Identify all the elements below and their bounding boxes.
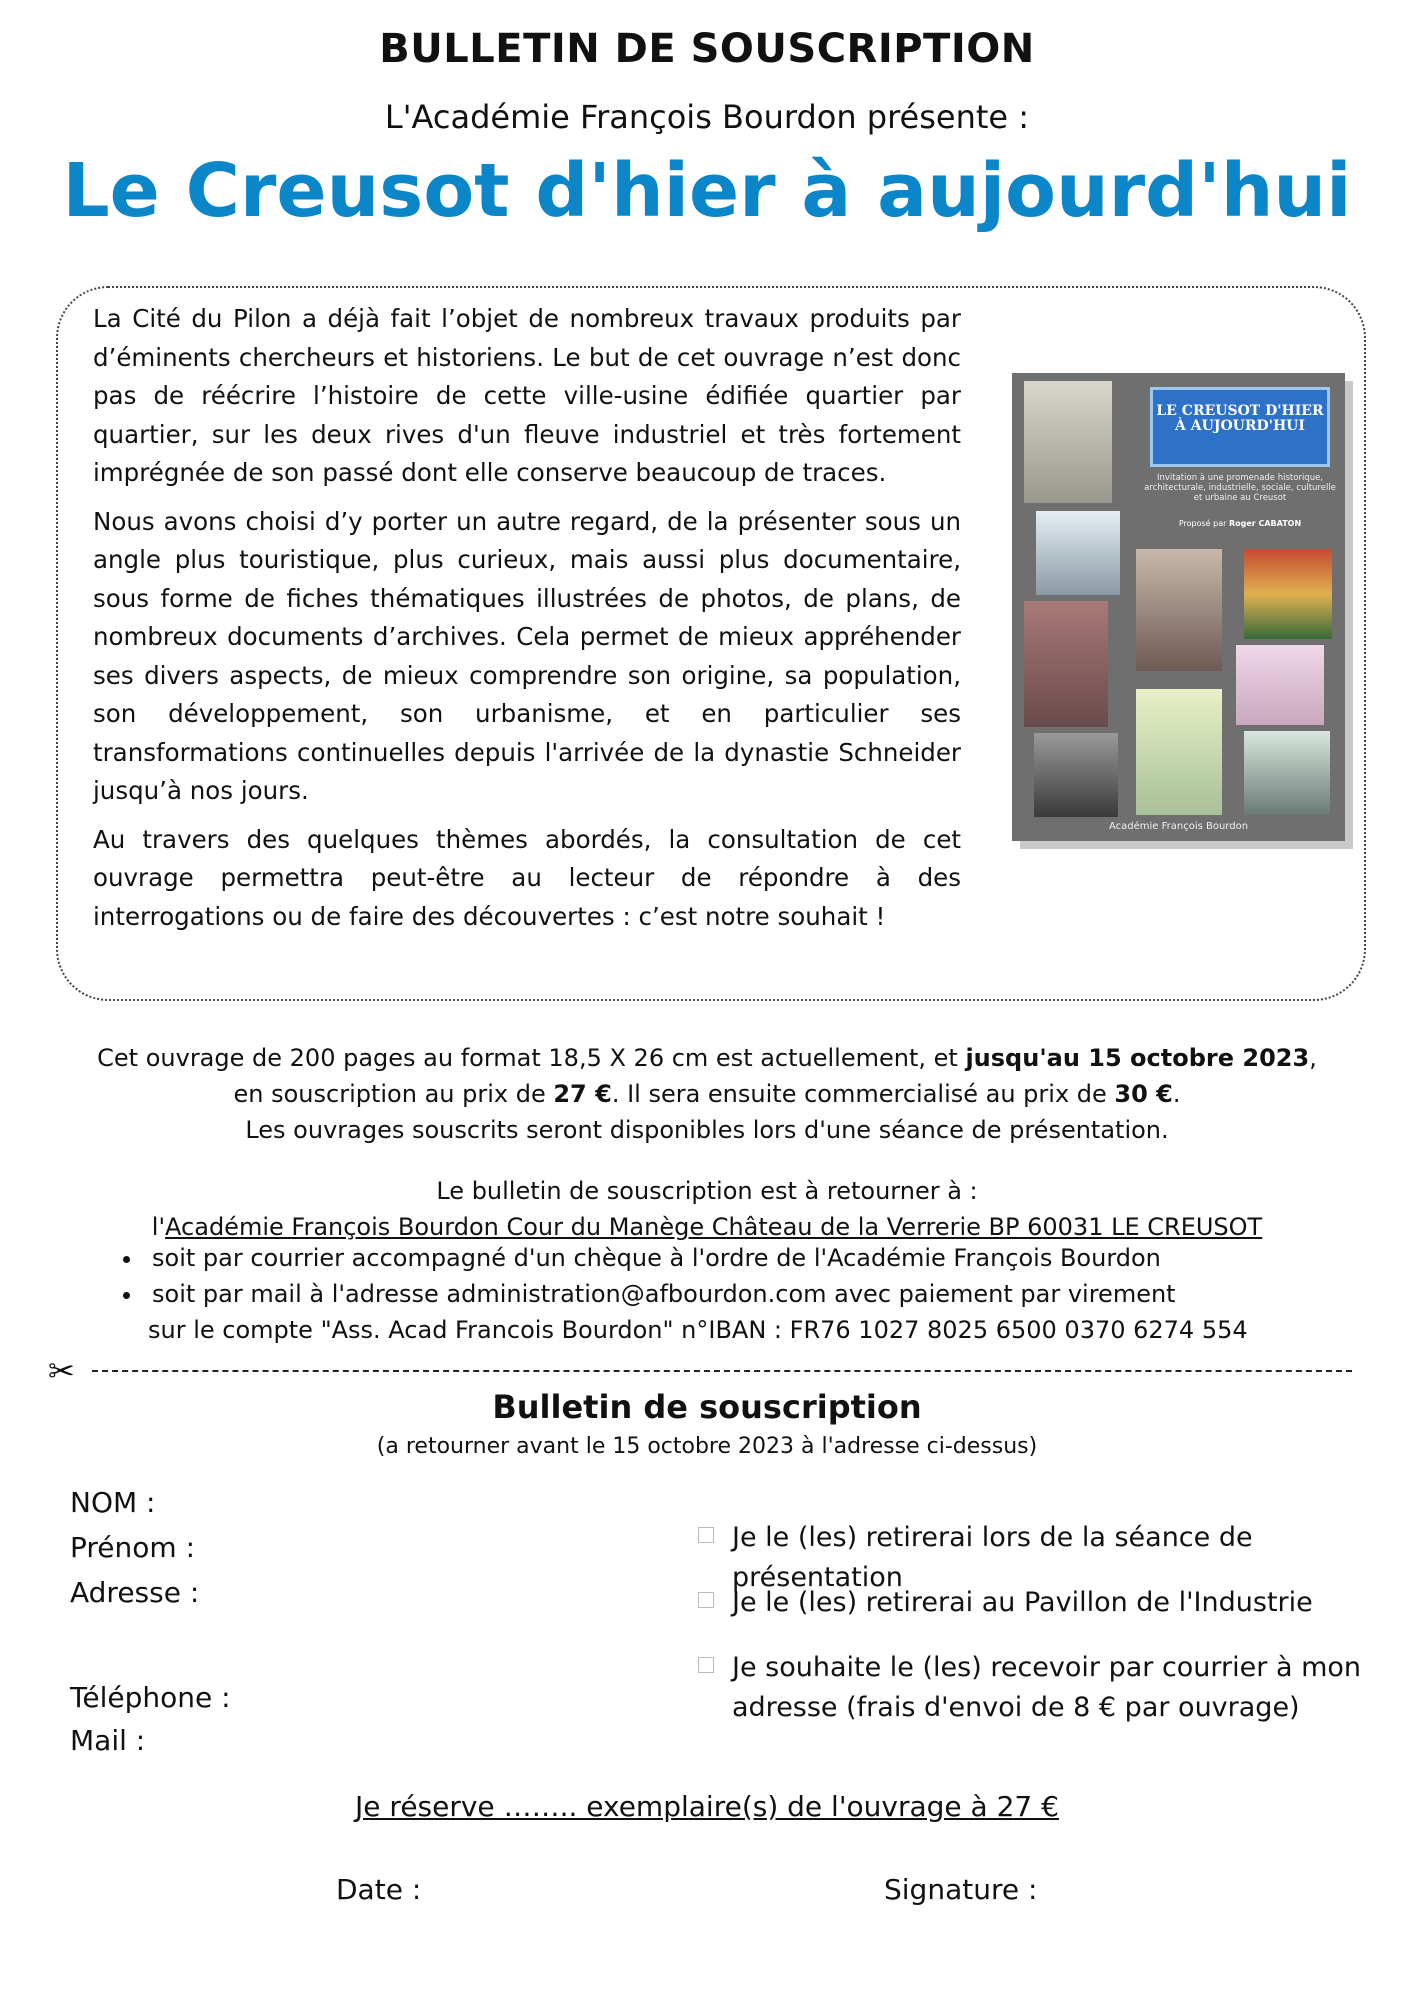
return-method-mail: • soit par courrier accompagné d'un chèque à l'ordre de l'Académie François Bourdon xyxy=(144,1240,1344,1276)
cover-publisher: Académie François Bourdon xyxy=(1108,821,1249,832)
option-label: Je le (les) retirerai lors de la séance de présentation xyxy=(732,1522,1253,1593)
description-text xyxy=(93,300,961,946)
checkbox[interactable] xyxy=(698,1657,714,1673)
return-methods xyxy=(110,1240,1344,1312)
cover-photo-pavilion xyxy=(1236,645,1324,725)
cover-photo-aerial xyxy=(1244,731,1330,815)
presenter-line: L'Académie François Bourdon présente : xyxy=(384,98,1030,136)
description-paragraph: Nous avons choisi d’y porter un autre regard, de la présenter sous un angle plus touristique, plus curieux, mais aussi plus documentaire, sous forme de fiches thématiques illustrées de photos, de plans, de nombreux documents d’archives. Cela permet de mieux appréhender ses divers aspects, de mieux comprendre son origine, sa population, son développement, son urbanisme, et en particulier ses transformations continuelles depuis l'arrivée de la dynastie Schneider jusqu’à nos jours. xyxy=(93,506,961,805)
adresse-field[interactable]: Adresse : xyxy=(70,1576,200,1609)
cover-photo-forge xyxy=(1136,549,1222,671)
return-intro: Le bulletin de souscription est à retourner à : xyxy=(436,1177,978,1205)
reservation-line[interactable]: Je réserve …….. exemplaire(s) de l'ouvrage à 27 € xyxy=(355,1790,1059,1823)
price-text: , xyxy=(1309,1044,1317,1072)
book-title: Le Creusot d'hier à aujourd'hui xyxy=(62,148,1352,234)
price-line-2 xyxy=(0,1076,1414,1112)
telephone-field[interactable]: Téléphone : xyxy=(70,1681,231,1714)
checkbox[interactable] xyxy=(698,1527,714,1543)
form-subtitle: (a retourner avant le 15 octobre 2023 à l'adresse ci-dessus) xyxy=(376,1434,1038,1459)
signature-field[interactable]: Signature : xyxy=(884,1873,1038,1906)
prenom-field[interactable]: Prénom : xyxy=(70,1531,196,1564)
subscription-price: 27 € xyxy=(553,1080,612,1108)
price-text: . Il sera ensuite commercialisé au prix de xyxy=(611,1080,1115,1108)
option-label: Je le (les) retirerai au Pavillon de l'Industrie xyxy=(732,1587,1313,1618)
cover-photo-workshop xyxy=(1024,601,1108,727)
date-field[interactable]: Date : xyxy=(336,1873,422,1906)
book-cover-image xyxy=(1012,373,1345,841)
return-info xyxy=(0,1173,1414,1245)
price-text: Cet ouvrage de 200 pages au format 18,5 X 26 cm est actuellement, et xyxy=(97,1044,966,1072)
option-pavillon[interactable] xyxy=(698,1583,1398,1623)
deadline: jusqu'au 15 octobre 2023 xyxy=(965,1044,1310,1072)
option-label: Je souhaite le (les) recevoir par courrier à mon adresse (frais d'envoi de 8 € par ouvrage) xyxy=(732,1652,1362,1723)
document-title: BULLETIN DE SOUSCRIPTION xyxy=(379,26,1035,72)
price-text: en souscription au prix de xyxy=(233,1080,554,1108)
form-title: Bulletin de souscription xyxy=(492,1388,922,1426)
cover-photo-street xyxy=(1136,689,1222,815)
iban-line: sur le compte "Ass. Acad Francois Bourdon" n°IBAN : FR76 1027 8025 6500 0370 6274 554 xyxy=(148,1316,1248,1344)
price-line-3: Les ouvrages souscrits seront disponibles lors d'une séance de présentation. xyxy=(245,1116,1169,1144)
price-text: . xyxy=(1172,1080,1181,1108)
cut-line xyxy=(92,1370,1352,1372)
cover-photo-building xyxy=(1036,511,1120,595)
checkbox[interactable] xyxy=(698,1592,714,1608)
cover-author-line xyxy=(1142,519,1338,528)
description-paragraph: La Cité du Pilon a déjà fait l’objet de nombreux travaux produits par d’éminents chercheurs et historiens. Le but de cet ouvrage n’est donc pas de réécrire l’histoire de cette ville-usine édifiée quartier par quartier, sur les deux rives d'un fleuve industriel et très fortement imprégnée de son passé dont elle conserve beaucoup de traces. xyxy=(93,304,961,487)
cover-photo-stained-glass xyxy=(1244,549,1332,639)
cover-subtitle: Invitation à une promenade historique, architecturale, industrielle, sociale, culturelle et urbaine au Creusot xyxy=(1144,473,1336,503)
price-info xyxy=(0,1040,1414,1148)
return-prefix: l' xyxy=(151,1213,166,1241)
description-paragraph: Au travers des quelques thèmes abordés, la consultation de cet ouvrage permettra peut-être au lecteur de répondre à des interrogations ou de faire des découvertes : c’est notre souhait ! xyxy=(93,824,961,931)
nom-field[interactable]: NOM : xyxy=(70,1486,156,1519)
return-address: Académie François Bourdon Cour du Manège Château de la Verrerie BP 60031 LE CREUSOT xyxy=(165,1213,1263,1241)
cover-photo-workers xyxy=(1034,733,1118,817)
scissors-icon: ✂ xyxy=(48,1352,75,1390)
retail-price: 30 € xyxy=(1114,1080,1173,1108)
price-line-1 xyxy=(0,1040,1414,1076)
cover-title: LE CREUSOT D'HIER À AUJOURD'HUI xyxy=(1150,387,1330,467)
cover-photo-church xyxy=(1024,381,1112,503)
return-method-email: • soit par mail à l'adresse administration@afbourdon.com avec paiement par virement xyxy=(144,1276,1344,1312)
cover-author-prefix: Proposé par xyxy=(1178,519,1229,528)
option-courrier[interactable] xyxy=(698,1648,1398,1728)
mail-field[interactable]: Mail : xyxy=(70,1724,146,1757)
cover-author: Roger CABATON xyxy=(1228,519,1302,528)
